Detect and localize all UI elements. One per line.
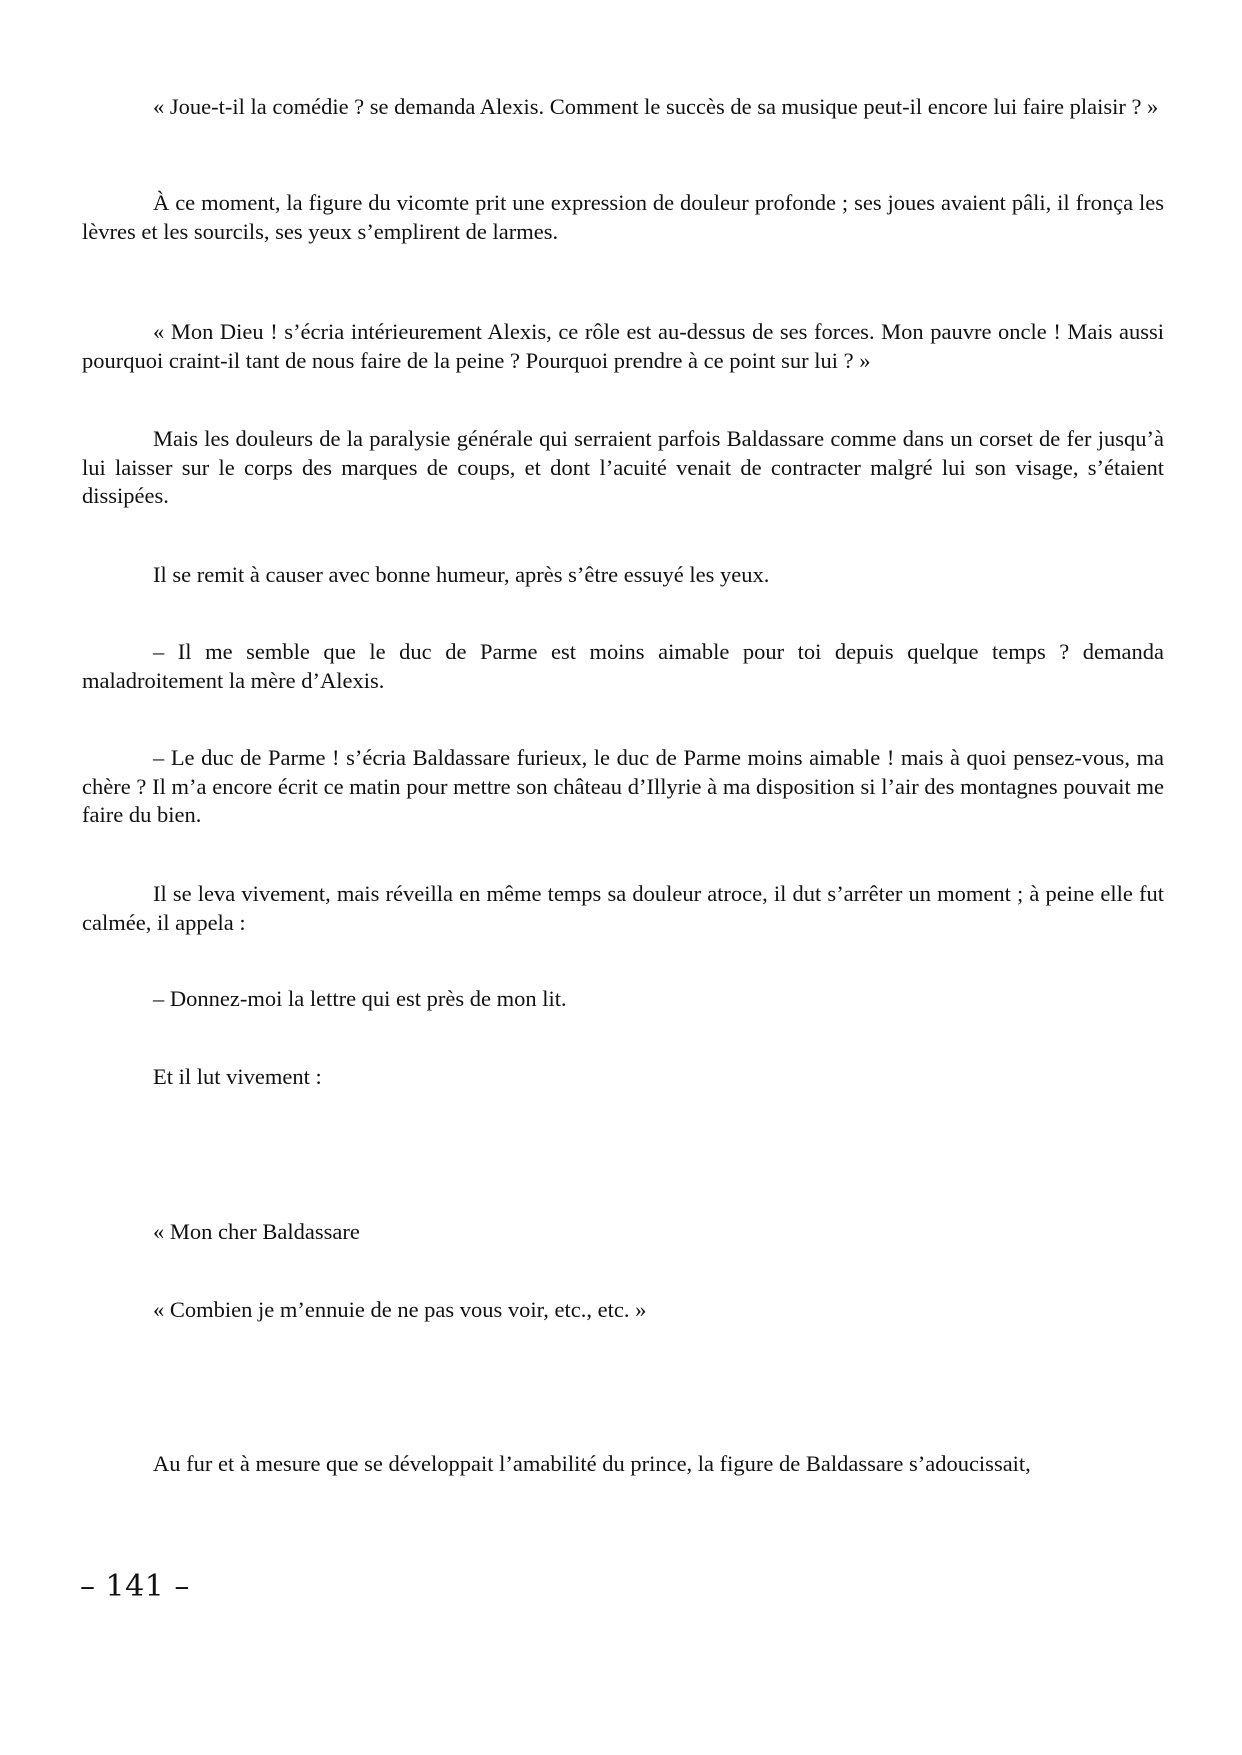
paragraph-1: « Joue-t-il la comédie ? se demanda Alexis. Comment le succès de sa musique peut-il encore lui faire plaisir ? » [153,94,1159,119]
paragraph-5: Il se remit à causer avec bonne humeur, après s’être essuyé les yeux. [153,562,770,587]
paragraph-4: Mais les douleurs de la paralysie générale qui serraient parfois Baldassare comme dans un corset de fer jusqu’à lui laisser sur le corps des marques de coups, et dont l’acuité venait de contracter malgré lui son visage, s’étaient dissipées. [82,426,1164,508]
paragraph-10: Et il lut vivement : [153,1064,322,1089]
letter-body: « Combien je m’ennuie de ne pas vous voir, etc., etc. » [153,1297,647,1322]
paragraph-8: Il se leva vivement, mais réveilla en même temps sa douleur atroce, il dut s’arrêter un moment ; à peine elle fut calmée, il appela : [82,881,1164,935]
paragraph-7: – Le duc de Parme ! s’écria Baldassare furieux, le duc de Parme moins aimable ! mais à quoi pensez-vous, ma chère ? Il m’a encore écrit ce matin pour mettre son château d’Illyrie à ma disposition si l’air des montagnes pouvait me faire du bien. [82,745,1164,827]
paragraph-3: « Mon Dieu ! s’écria intérieurement Alexis, ce rôle est au-dessus de ses forces. Mon pauvre oncle ! Mais aussi pourquoi craint-il tant de nous faire de la peine ? Pourquoi prendre à ce point sur lui ? » [82,319,1164,373]
paragraph-6: – Il me semble que le duc de Parme est moins aimable pour toi depuis quelque temps ? demanda maladroitement la mère d’Alexis. [82,639,1164,693]
paragraph-2: À ce moment, la figure du vicomte prit une expression de douleur profonde ; ses joues avaient pâli, il fronça les lèvres et les sourcils, ses yeux s’emplirent de larmes. [82,190,1164,244]
paragraph-9: – Donnez-moi la lettre qui est près de mon lit. [153,986,567,1011]
letter-salutation: « Mon cher Baldassare [153,1219,360,1244]
paragraph-13: Au fur et à mesure que se développait l’amabilité du prince, la figure de Baldassare s’adoucissait, [153,1451,1031,1476]
page-number: – 141 – [80,1569,190,1604]
